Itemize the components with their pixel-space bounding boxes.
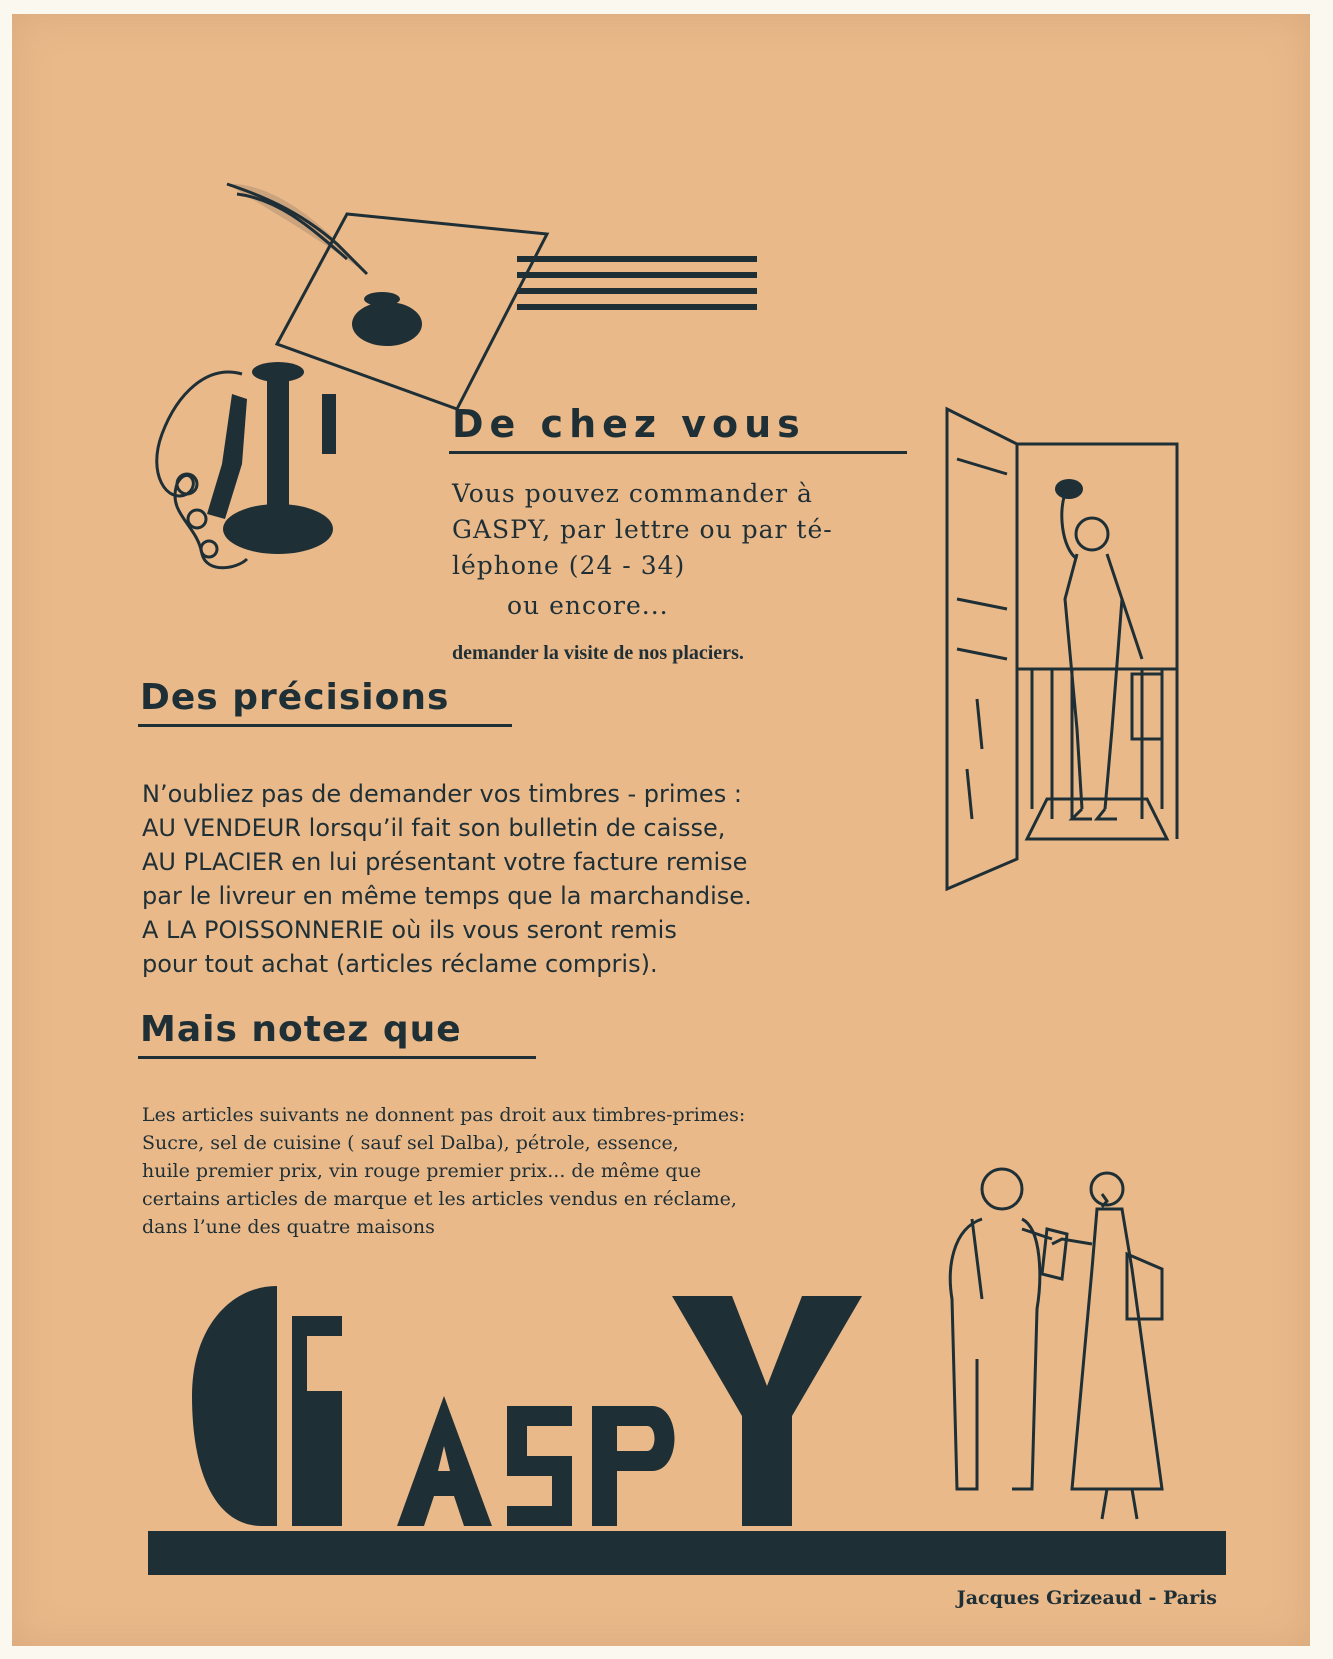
notez-paragraph xyxy=(142,1101,932,1241)
section-title-mais-notez: Mais notez que xyxy=(140,1009,462,1050)
text-line: Vous pouvez commander à xyxy=(452,479,813,508)
text-line: N’oubliez pas de demander vos timbres - primes : xyxy=(142,780,742,808)
order-paragraph xyxy=(452,476,912,624)
shop-clerk-customer-icon xyxy=(932,1159,1192,1534)
precisions-paragraph xyxy=(142,777,922,981)
brochure-page xyxy=(12,14,1310,1646)
text-line: ou encore... xyxy=(507,591,669,620)
text-line: huile premier prix, vin rouge premier prix... de même que xyxy=(142,1160,702,1182)
title-underline xyxy=(449,451,907,454)
text-line: léphone (24 - 34) xyxy=(452,551,686,580)
candlestick-telephone-icon xyxy=(147,354,357,584)
section-title-precisions: Des précisions xyxy=(140,677,450,718)
text-line: certains articles de marque et les articles vendus en réclame, xyxy=(142,1188,737,1210)
text-line: A LA POISSONNERIE où ils vous seront remis xyxy=(142,916,677,944)
text-line: Les articles suivants ne donnent pas droit aux timbres-primes: xyxy=(142,1104,746,1126)
placiers-line: demander la visite de nos placiers. xyxy=(452,642,744,664)
logo-base-bar xyxy=(148,1531,1226,1575)
title-underline xyxy=(138,724,512,727)
text-line: par le livreur en même temps que la marchandise. xyxy=(142,882,752,910)
text-line: AU PLACIER en lui présentant votre facture remise xyxy=(142,848,748,876)
printer-credit: Jacques Grizeaud - Paris xyxy=(956,1587,1217,1609)
doorway-salesman-icon xyxy=(937,399,1187,909)
title-underline xyxy=(138,1056,536,1059)
text-line: pour tout achat (articles réclame compris). xyxy=(142,950,658,978)
text-line: AU VENDEUR lorsqu’il fait son bulletin de caisse, xyxy=(142,814,726,842)
gaspy-logo xyxy=(182,1276,882,1526)
text-line: Sucre, sel de cuisine ( sauf sel Dalba), pétrole, essence, xyxy=(142,1132,679,1154)
section-title-de-chez-vous: De chez vous xyxy=(452,402,806,446)
text-line: dans l’une des quatre maisons xyxy=(142,1216,435,1238)
text-line: GASPY, par lettre ou par té- xyxy=(452,515,833,544)
